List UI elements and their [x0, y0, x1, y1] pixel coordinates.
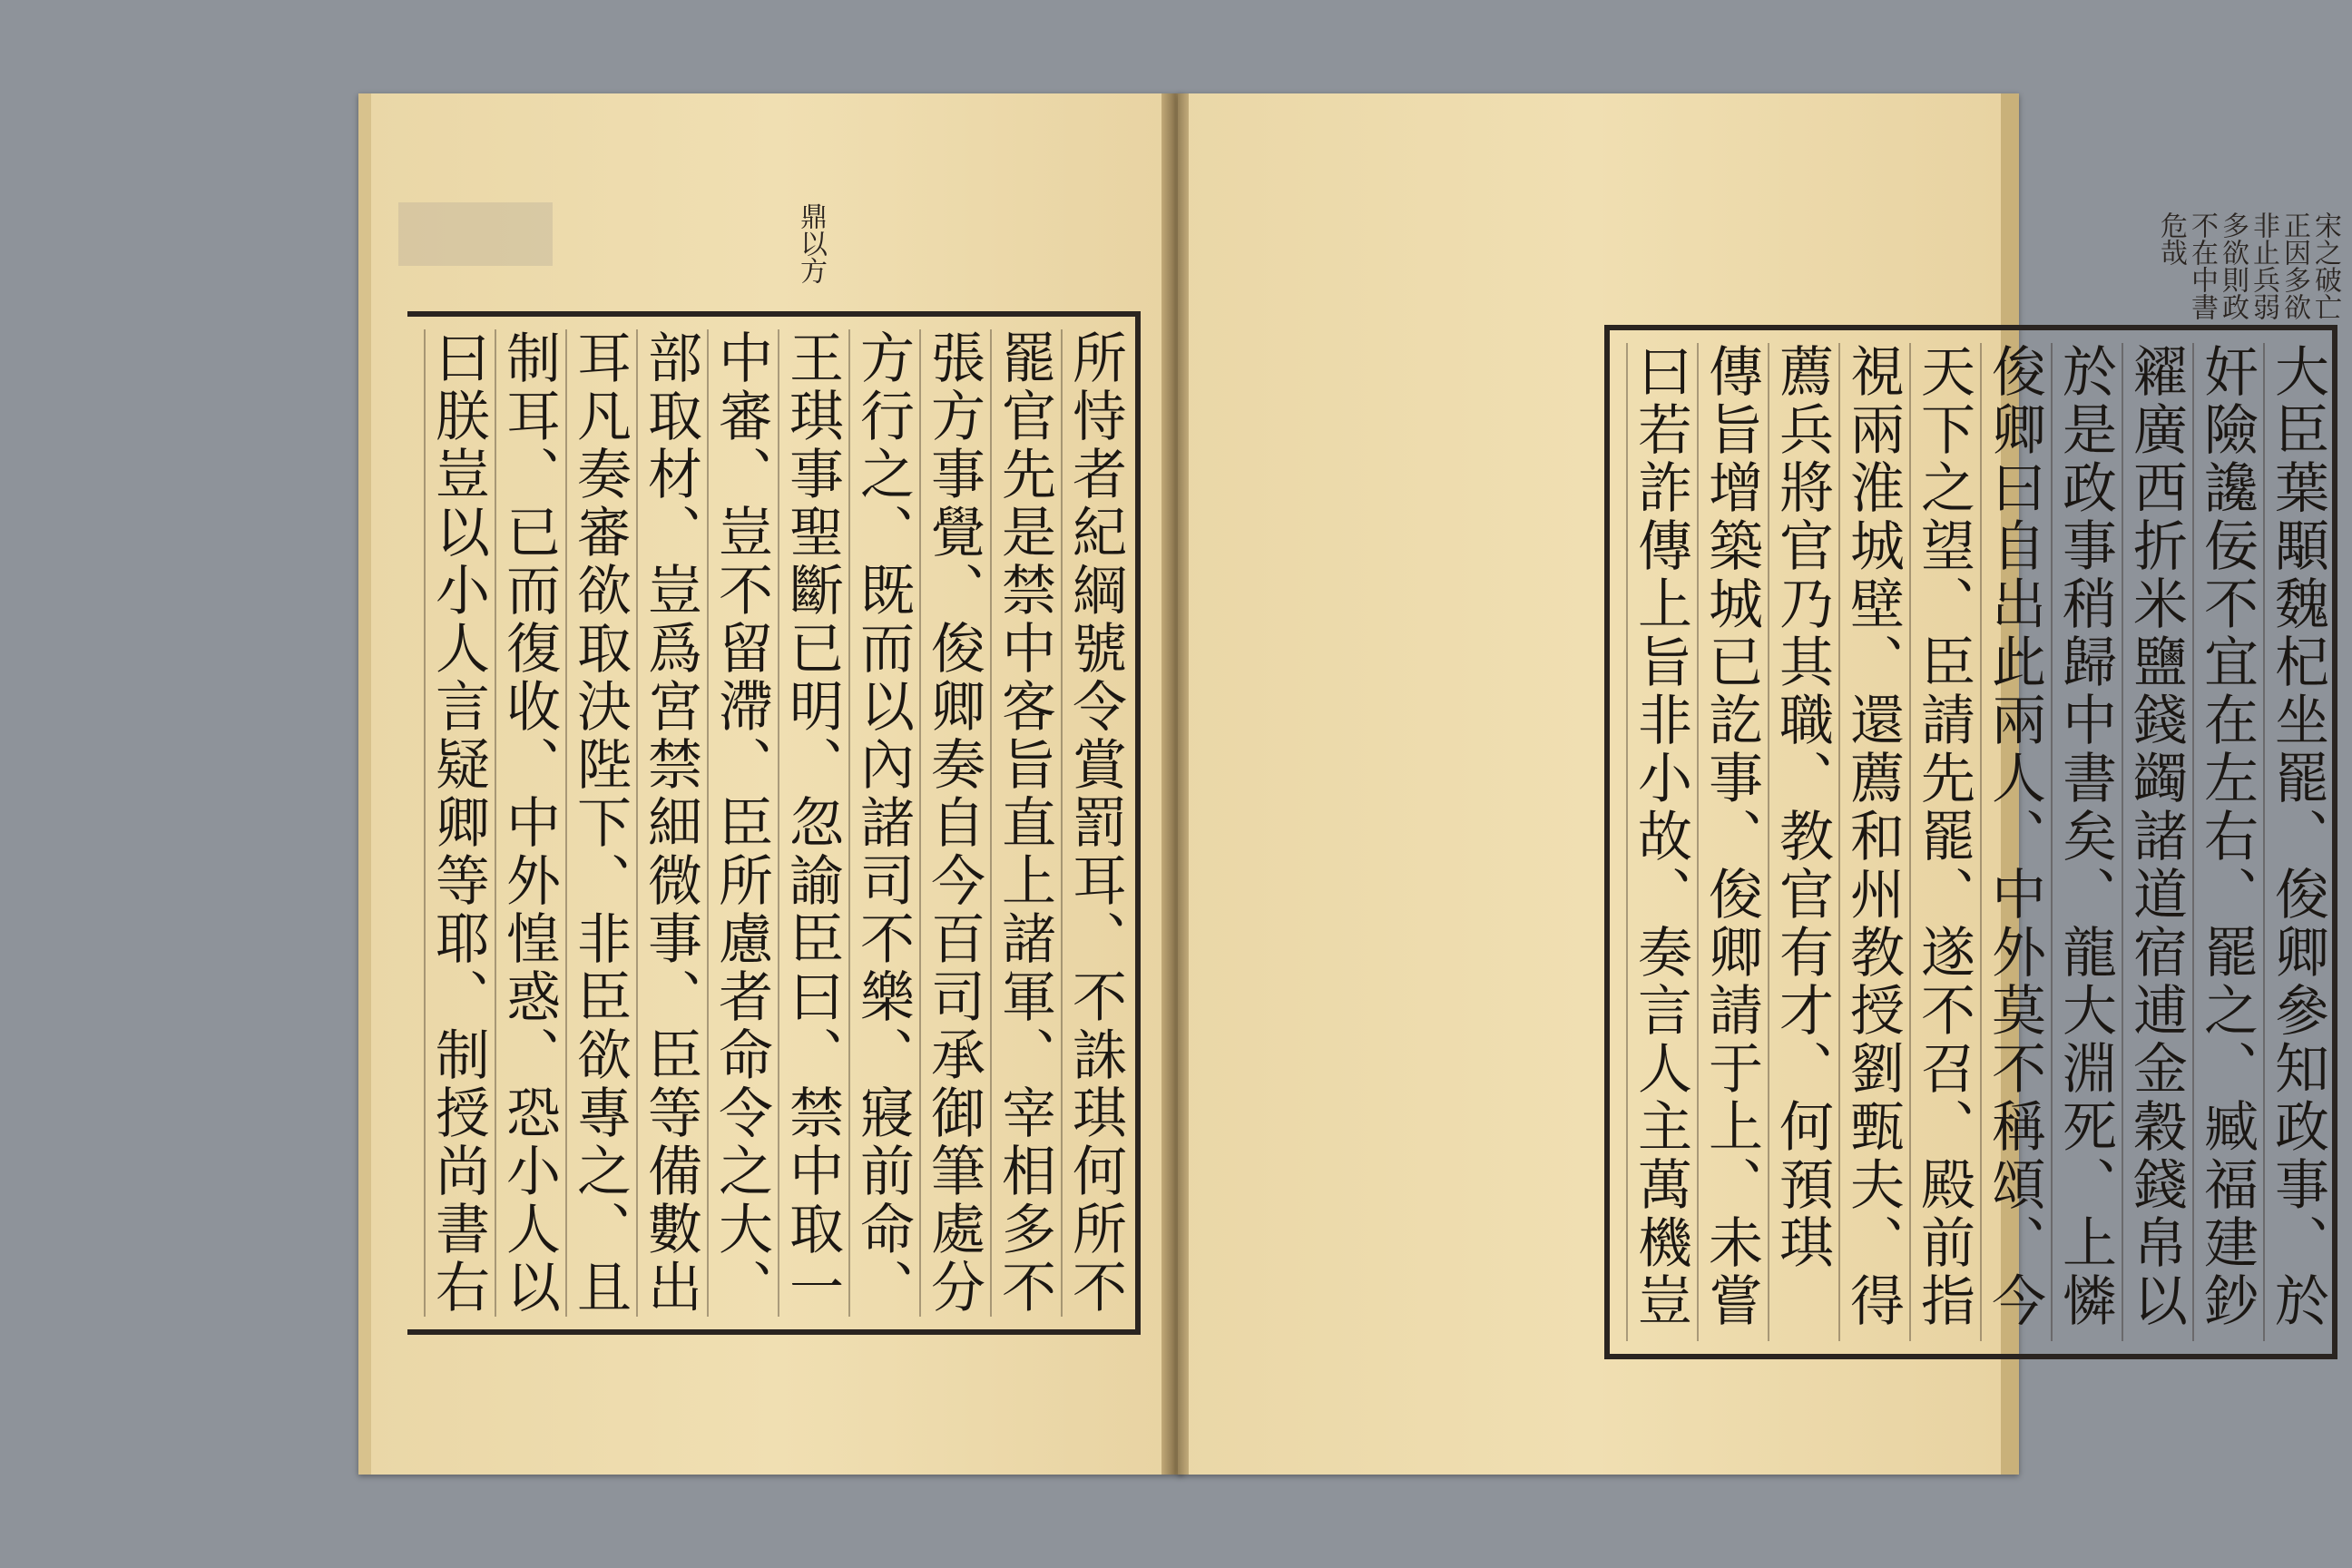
right-margin-note-3: 非止兵弱: [2248, 211, 2279, 320]
text-column: 王琪事聖斷已明、忽諭臣曰、禁中取一: [778, 329, 845, 1317]
text-column: 天下之望、臣請先罷、遂不召、殿前指: [1909, 343, 1976, 1341]
text-column: 奸險讒佞不宜在左右、罷之、臧福建鈔: [2192, 343, 2259, 1341]
text-column: 所恃者紀綱號令賞罰耳、不誅琪何所不: [1061, 329, 1128, 1317]
text-column: 方行之、既而以內諸司不樂、寢前命、: [848, 329, 916, 1317]
text-column: 部取材、豈爲宮禁細微事、臣等備數出: [636, 329, 703, 1317]
left-margin-note: 鼎以方: [795, 202, 827, 284]
right-margin-note-6: 危哉: [2155, 211, 2187, 266]
text-column: 糴廣西折米鹽錢蠲諸道宿逋金穀錢帛以: [2122, 343, 2189, 1341]
right-margin-note-1: 宋之破亡: [2309, 211, 2341, 320]
text-column: 大臣葉顒魏杞坐罷、俊卿參知政事、於: [2263, 343, 2330, 1341]
text-column: 傳旨增築城已訖事、俊卿請于上、未嘗: [1697, 343, 1764, 1341]
right-margin-note-4: 多欲則政: [2217, 211, 2249, 320]
right-margin-note-2: 正因多欲: [2278, 211, 2310, 320]
text-column: 中審、豈不留滯、臣所慮者命令之大、: [707, 329, 774, 1317]
book-gutter: [1161, 93, 1189, 1475]
text-column: 曰若詐傳上旨非小故、奏言人主萬機豈: [1626, 343, 1693, 1341]
open-book: [358, 93, 2341, 1475]
left-page: [358, 93, 1183, 1475]
text-column: 罷官先是禁中客旨直上諸軍、宰相多不: [990, 329, 1057, 1317]
text-column: 視兩淮城壁、還薦和州教授劉甄夫、得: [1838, 343, 1906, 1341]
right-margin-note-5: 不在中書: [2186, 211, 2218, 320]
text-column: 制耳、已而復收、中外惶惑、恐小人以: [495, 329, 562, 1317]
right-text-frame: [1604, 325, 2337, 1359]
text-column: 曰朕豈以小人言疑卿等耶、制授尚書右: [424, 329, 491, 1317]
right-page: [1178, 93, 2341, 1475]
text-column: 耳凡奏審欲取決陛下、非臣欲專之、且: [565, 329, 632, 1317]
text-column: 俊卿曰自出此兩人、中外莫不稱頌、今: [1980, 343, 2047, 1341]
left-text-frame: [407, 311, 1141, 1335]
text-column: 薦兵將官乃其職、教官有才、何預琪: [1768, 343, 1835, 1341]
text-column: 張方事覺、俊卿奏自今百司承御筆處分: [919, 329, 986, 1317]
faded-seal: [398, 202, 553, 266]
text-column: 於是政事稍歸中書矣、龍大淵死、上憐: [2051, 343, 2118, 1341]
